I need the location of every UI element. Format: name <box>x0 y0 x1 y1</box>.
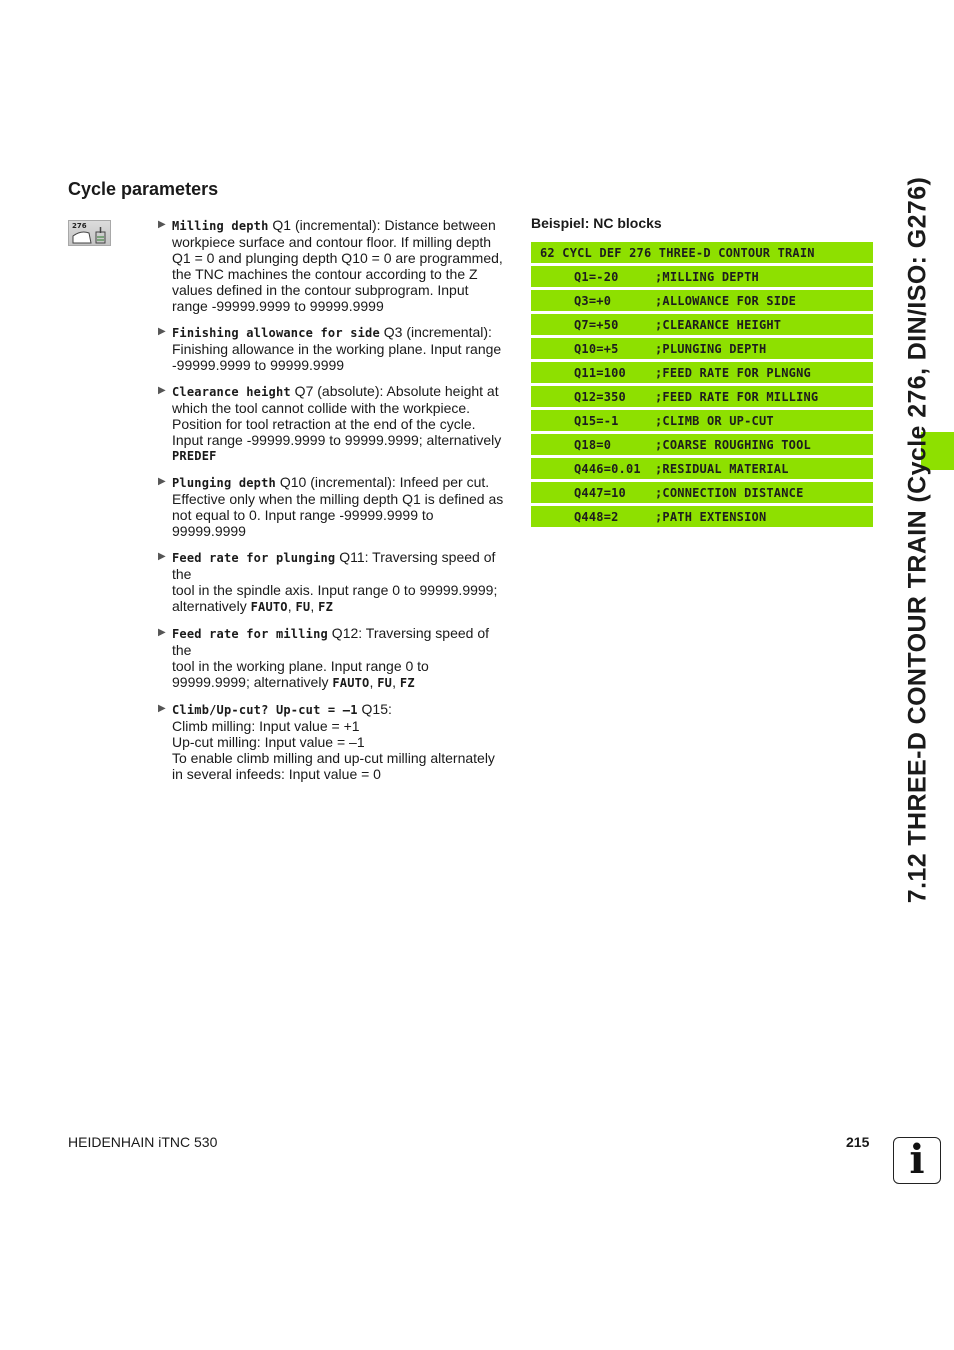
nc-parameter: Q12=350 <box>574 389 626 404</box>
nc-comment: ;FEED RATE FOR PLNGNG <box>655 365 811 380</box>
parameter-list <box>158 217 512 792</box>
parameter-description: Q3 (incremental): <box>379 324 492 340</box>
parameter-option: FAUTO <box>332 676 370 690</box>
nc-parameter: Q10=+5 <box>574 341 619 356</box>
nc-comment: ;ALLOWANCE FOR SIDE <box>655 293 797 308</box>
nc-comment: ;PATH EXTENSION <box>655 509 767 524</box>
parameter-alternatives: 99999.9999; alternatively FAUTO, FU, FZ <box>172 674 415 690</box>
parameter-description-line: 99999.9999 <box>172 523 246 539</box>
nc-comment: ;CONNECTION DISTANCE <box>655 485 804 500</box>
parameter-description-line: Climb milling: Input value = +1 <box>172 718 360 734</box>
parameter-item <box>158 324 512 373</box>
parameter-name: Milling depth <box>172 219 269 233</box>
nc-parameter: Q18=0 <box>574 437 612 452</box>
parameter-name: Feed rate for milling <box>172 627 328 641</box>
nc-row <box>531 338 873 359</box>
parameter-description-line: To enable climb milling and up-cut milling alternately <box>172 750 495 766</box>
section-title: Cycle parameters <box>68 179 219 199</box>
nc-row <box>531 410 873 431</box>
nc-header-row: 62 CYCL DEF 276 THREE-D CONTOUR TRAIN <box>531 242 873 263</box>
nc-row <box>531 434 873 455</box>
nc-parameter: Q3=+0 <box>574 293 612 308</box>
bullet-arrow-icon: ▶ <box>158 627 166 638</box>
parameter-description-line: Position for tool retraction at the end of the cycle. <box>172 416 476 432</box>
nc-parameter: Q7=+50 <box>574 317 619 332</box>
nc-parameter: Q446=0.01 <box>574 461 641 476</box>
parameter-description-line: Up-cut milling: Input value = –1 <box>172 734 365 750</box>
nc-comment: ;MILLING DEPTH <box>655 269 759 284</box>
nc-row <box>531 458 873 479</box>
parameter-description-line: tool in the spindle axis. Input range 0 to 99999.9999; <box>172 582 498 598</box>
nc-row <box>531 314 873 335</box>
parameter-description: Q7 (absolute): Absolute height at <box>290 383 499 399</box>
parameter-name: Clearance height <box>172 385 291 399</box>
info-icon-glyph: i <box>909 1136 925 1183</box>
parameter-option: FZ <box>399 676 415 690</box>
bullet-arrow-icon: ▶ <box>158 326 166 337</box>
parameter-name: Feed rate for plunging <box>172 551 336 565</box>
bullet-arrow-icon: ▶ <box>158 476 166 487</box>
alternatives-prefix: alternatively <box>172 598 251 614</box>
bullet-arrow-icon: ▶ <box>158 551 166 562</box>
example-heading: Beispiel: NC blocks <box>531 215 662 231</box>
nc-parameter: Q1=-20 <box>574 269 619 284</box>
parameter-alternatives: alternatively FAUTO, FU, FZ <box>172 598 333 614</box>
parameter-option: FZ <box>318 600 333 614</box>
nc-block-listing <box>531 242 873 530</box>
parameter-item <box>158 625 512 691</box>
contour-train-icon <box>69 221 112 247</box>
cycle-276-softkey-icon <box>68 220 111 246</box>
nc-comment: ;FEED RATE FOR MILLING <box>655 389 819 404</box>
parameter-option: PREDEF <box>172 449 217 463</box>
parameter-name: Climb/Up-cut? Up-cut = –1 <box>172 703 358 717</box>
nc-row <box>531 386 873 407</box>
parameter-description-line: in several infeeds: Input value = 0 <box>172 766 381 782</box>
parameter-item <box>158 383 512 464</box>
alternatives-prefix: 99999.9999; alternatively <box>172 674 333 690</box>
parameter-description-line: which the tool cannot collide with the workpiece. <box>172 400 471 416</box>
parameter-description-line: tool in the working plane. Input range 0 to <box>172 658 429 674</box>
parameter-description-line: Input range -99999.9999 to 99999.9999; alternatively <box>172 432 502 448</box>
parameter-description-line: not equal to 0. Input range -99999.9999 to <box>172 507 434 523</box>
bullet-arrow-icon: ▶ <box>158 219 166 230</box>
parameter-description-line: workpiece surface and contour floor. If milling depth <box>172 234 492 250</box>
parameter-name: Plunging depth <box>172 476 276 490</box>
nc-parameter: Q447=10 <box>574 485 626 500</box>
nc-comment: ;CLEARANCE HEIGHT <box>655 317 782 332</box>
nc-parameter: Q15=-1 <box>574 413 619 428</box>
info-icon <box>893 1137 941 1184</box>
parameter-option: FU <box>377 676 393 690</box>
parameter-description: Q10 (incremental): Infeed per cut. <box>275 474 490 490</box>
parameter-option: FU <box>295 600 311 614</box>
parameter-item <box>158 474 512 539</box>
nc-row <box>531 290 873 311</box>
nc-parameter: Q448=2 <box>574 509 619 524</box>
bullet-arrow-icon: ▶ <box>158 703 166 714</box>
nc-comment: ;PLUNGING DEPTH <box>655 341 767 356</box>
parameter-description-line: Finishing allowance in the working plane. Input range <box>172 341 502 357</box>
footer-manual-title: HEIDENHAIN iTNC 530 <box>68 1134 218 1150</box>
parameter-name: Finishing allowance for side <box>172 326 380 340</box>
parameter-description: Q1 (incremental): Distance between <box>268 217 496 233</box>
parameter-item <box>158 549 512 615</box>
nc-comment: ;RESIDUAL MATERIAL <box>655 461 789 476</box>
parameter-description-line: -99999.9999 to 99999.9999 <box>172 357 345 373</box>
parameter-description: Q15: <box>357 701 392 717</box>
side-chapter-title: 7.12 THREE-D CONTOUR TRAIN (Cycle 276, DIN/ISO: G276) <box>903 176 932 904</box>
parameter-description: Q11: Traversing speed of the <box>172 549 496 582</box>
nc-parameter: Q11=100 <box>574 365 626 380</box>
parameter-description-line: Q1 = 0 and plunging depth Q10 = 0 are programmed, <box>172 250 503 266</box>
parameter-item <box>158 217 512 314</box>
parameter-description: Q12: Traversing speed of the <box>172 625 490 658</box>
parameter-description-line: values defined in the contour subprogram. Input <box>172 282 469 298</box>
nc-row <box>531 482 873 503</box>
nc-row <box>531 362 873 383</box>
parameter-item <box>158 701 512 782</box>
nc-row <box>531 266 873 287</box>
cycle-icon-number: 276 <box>72 222 87 230</box>
parameter-description-line: Effective only when the milling depth Q1 is defined as <box>172 491 504 507</box>
bullet-arrow-icon: ▶ <box>158 385 166 396</box>
parameter-description-line: the TNC machines the contour according to the Z <box>172 266 478 282</box>
nc-row <box>531 506 873 527</box>
page-number: 215 <box>846 1134 870 1150</box>
nc-comment: ;CLIMB OR UP-CUT <box>655 413 774 428</box>
parameter-option: FAUTO <box>250 600 288 614</box>
nc-comment: ;COARSE ROUGHING TOOL <box>655 437 811 452</box>
parameter-description-line: range -99999.9999 to 99999.9999 <box>172 298 384 314</box>
